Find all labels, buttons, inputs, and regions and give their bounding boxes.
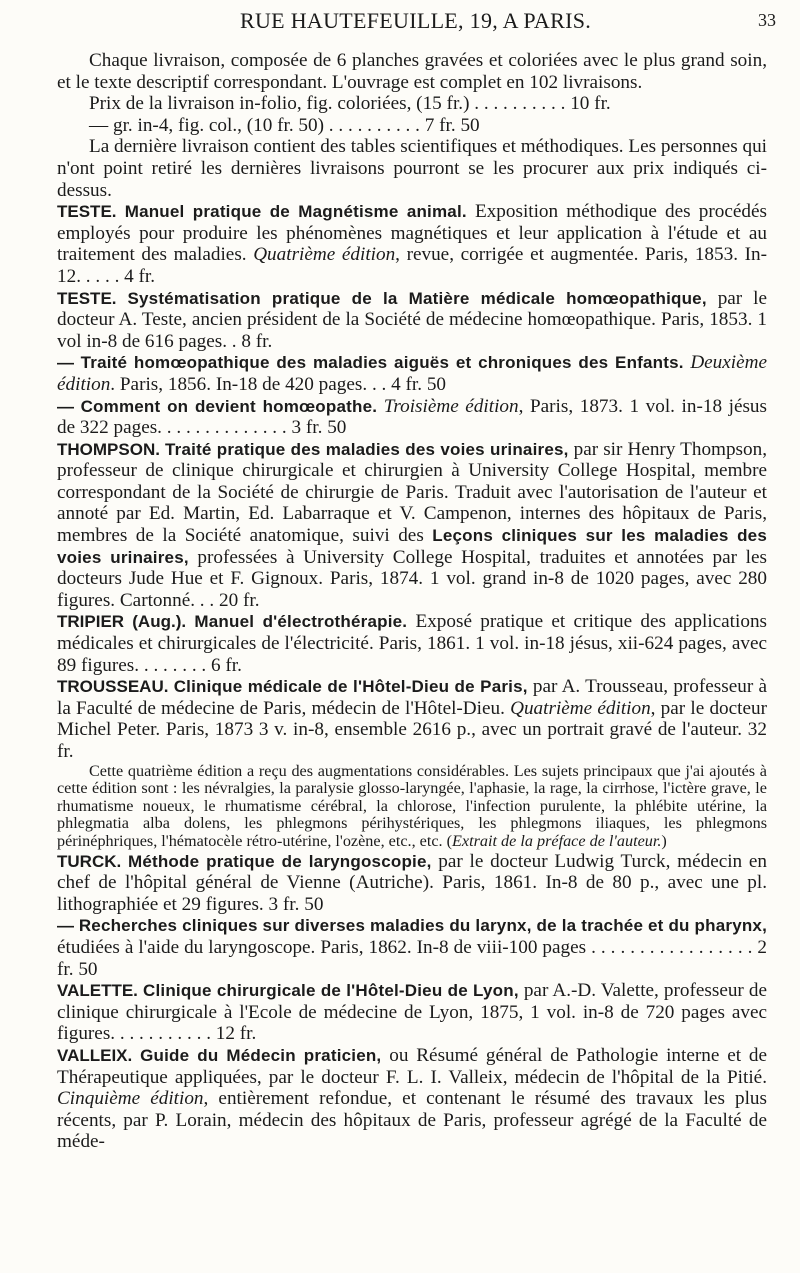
catalog-entry: — Comment on devient homœopathe. Troisième édition, Paris, 1873. 1 vol. in-18 jésus de 322 pages. . . . . . . . . . . . . . 3 fr. 50 xyxy=(57,395,767,439)
running-title: RUE HAUTEFEUILLE, 19, A PARIS. xyxy=(240,8,592,33)
catalog-entry: TESTE. Manuel pratique de Magnétisme animal. Exposition méthodique des procédés employés pour produire les phénomènes magnétiques et leur application à l'étude et au traitement des maladies. Quatrième édition, revue, corrigée et augmentée. Paris, 1853. In-12. . . . . 4 fr. xyxy=(57,201,767,287)
page-header xyxy=(0,6,800,36)
catalog-entry: VALETTE. Clinique chirurgicale de l'Hôtel-Dieu de Lyon, par A.-D. Valette, professeur de clinique chirurgicale à l'Ecole de médecine de Lyon, 1875, 1 vol. in-8 de 720 pages avec figures. . . . . . . . . . . 12 fr. xyxy=(57,980,768,1045)
catalog-entry: — Recherches cliniques sur diverses maladies du larynx, de la trachée et du pharynx, étudiées à l'aide du laryngoscope. Paris, 1862. In-8 de viii-100 pages . . . . . . . . . . . . . . . . . 2 fr. 50 xyxy=(57,916,768,980)
catalog-entry: TROUSSEAU. Clinique médicale de l'Hôtel-Dieu de Paris, par A. Trousseau, professeur à la Faculté de médecine de Paris, médecin de l'Hôtel-Dieu. Quatrième édition, par le docteur Michel Peter. Paris, 1873 3 v. in-8, ensemble 2616 p., avec un portrait gravé de l'auteur. 32 fr. xyxy=(57,676,767,762)
intro-paragraph-2: La dernière livraison contient des tables scientifiques et méthodiques. Les personnes qui n'ont point retiré les dernières livraisons pourront se les procurer aux prix indiqués ci-dessus. xyxy=(57,136,767,201)
price-line-folio: Prix de la livraison in-folio, fig. coloriées, (15 fr.) . . . . . . . . . . 10 fr. xyxy=(89,93,611,115)
price-line-quarto: — gr. in-4, fig. col., (10 fr. 50) . . . . . . . . . . 7 fr. 50 xyxy=(89,114,480,136)
preface-note: Cette quatrième édition a reçu des augmentations considérables. Les sujets principaux que j'ai ajoutés à cette édition sont : les névralgies, la paralysie glosso-laryngée, l'aphasie, la rage, la cirrhose, l'ictère grave, le rhumatisme noueux, le rhumatisme cérébral, la chlorose, l'infection purulente, la phlébite utérine, la phlegmatia alba dolens, les phlegmons périhystériques, les phlegmons iliaques, les phlegmons périnéphriques, l'hématocèle rétro-utérine, l'ozène, etc., etc. (Extrait de la préface de l'auteur.) xyxy=(57,761,767,850)
catalog-entry: THOMPSON. Traité pratique des maladies des voies urinaires, par sir Henry Thompson, professeur de clinique chirurgicale et chirurgien à University College Hospital, membre correspondant de la Société de chirurgie de Paris. Traduit avec l'autorisation de l'auteur et annoté par Ed. Martin, Ed. Labarraque et V. Campenon, internes des hôpitaux de Paris, membres de la Société anatomique, suivi des Leçons cliniques sur les maladies des voies urinaires, professées à University College Hospital, traduites et annotées par les docteurs Jude Hue et F. Gignoux. Paris, 1874. 1 vol. grand in-8 de 1020 pages, avec 280 figures. Cartonné. . . 20 fr. xyxy=(57,438,768,611)
catalog-entry: TRIPIER (Aug.). Manuel d'électrothérapie. Exposé pratique et critique des applications médicales et chirurgicales de l'électricité. Paris, 1861. 1 vol. in-18 jésus, xii-624 pages, avec 89 figures. . . . . . . . 6 fr. xyxy=(57,611,768,676)
page-number: 33 xyxy=(758,10,776,30)
intro-paragraph: Chaque livraison, composée de 6 planches gravées et coloriées avec le plus grand soin, et le texte descriptif correspondant. L'ouvrage est complet en 102 livraisons. xyxy=(57,50,767,93)
catalog-entry: — Traité homœopathique des maladies aiguës et chroniques des Enfants. Deuxième édition. Paris, 1856. In-18 de 420 pages. . . 4 fr. 50 xyxy=(57,352,768,395)
catalog-entry: TURCK. Méthode pratique de laryngoscopie, par le docteur Ludwig Turck, médecin en chef de l'hôpital général de Vienne (Autriche). Paris, 1861. In-8 de 80 p., avec une pl. lithographiée et 29 figures. 3 fr. 50 xyxy=(57,850,768,915)
catalog-entry: TESTE. Systématisation pratique de la Matière médicale homœopathique, par le docteur A. Teste, ancien président de la Société de médecine homœopathique. Paris, 1853. 1 vol in-8 de 616 pages. . 8 fr. xyxy=(57,287,767,352)
catalog-text xyxy=(57,50,767,1153)
catalog-entry: VALLEIX. Guide du Médecin praticien, ou Résumé général de Pathologie interne et de Thérapeutique appliquées, par le docteur F. L. I. Valleix, médecin de l'hôpital de la Pitié. Cinquième édition, entièrement refondue, et contenant le résumé des travaux les plus récents, par P. Lorain, médecin des hôpitaux de Paris, professeur agrégé de la Faculté de méde- xyxy=(57,1044,768,1153)
